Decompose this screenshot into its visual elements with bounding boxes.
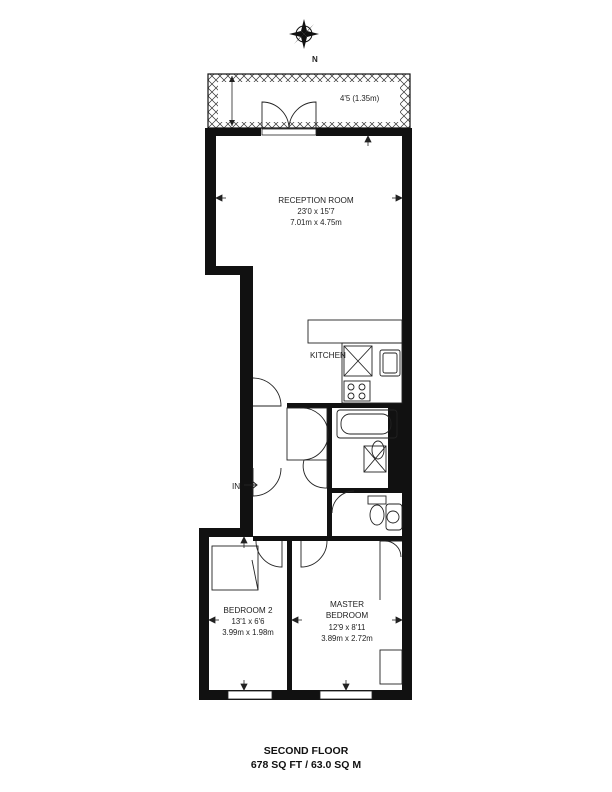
master-bedroom-metric: 3.89m x 2.72m [321, 634, 373, 643]
compass-icon [289, 19, 319, 49]
master-bedroom-name-2: BEDROOM [325, 611, 369, 620]
floor-title: SECOND FLOOR [263, 745, 349, 757]
kitchen-name: KITCHEN [310, 351, 346, 360]
reception-room-imperial: 23'0 x 15'7 [297, 207, 335, 216]
bedroom-2-name: BEDROOM 2 [223, 606, 273, 615]
balcony-depth: 4'5 (1.35m) [340, 94, 380, 103]
entrance-label: IN [232, 482, 241, 491]
balcony [208, 74, 410, 128]
master-bedroom-name-1: MASTER [329, 600, 365, 609]
bedroom-2-imperial: 13'1 x 6'6 [231, 617, 265, 626]
reception-room-metric: 7.01m x 4.75m [290, 218, 342, 227]
kitchen-units [308, 320, 402, 403]
master-bedroom-imperial: 12'9 x 8'11 [328, 623, 366, 632]
north-label: N [312, 55, 318, 64]
floor-area: 678 SQ FT / 63.0 SQ M [250, 759, 362, 771]
reception-room-name: RECEPTION ROOM [278, 196, 354, 205]
bedroom-2-metric: 3.99m x 1.98m [222, 628, 274, 637]
